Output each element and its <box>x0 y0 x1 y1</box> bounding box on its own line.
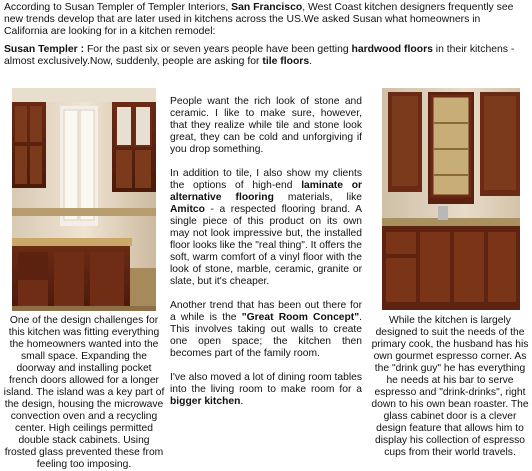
caption-right: While the kitchen is largely designed to suit the needs of the primary cook, the husband has his own gourmet espresso corner. As the "drink guy" he has everything he needs at his bar to serve espresso and "drink-drinks", right down to his own bean roaster. The glass cabinet door is a clever design feature that allows him to display his collection of espresso cups from their world travels. <box>371 315 529 458</box>
kitchen-island-image <box>12 88 156 311</box>
quote-bold-tile: tile floors <box>262 56 310 67</box>
kitchen-photo-right <box>382 88 520 310</box>
body-paragraph-3 <box>170 300 362 360</box>
bold-laminate: laminate or alternative flooring <box>170 180 363 203</box>
body-text: - a respected flooring brand. A single piece of this product on its own may not look impressive but, the installed floor looks like the "real thing". It offers the soft, warm comfort of a vinyl floor with the look of stone, marble, ceramic, granite or slate, but it's cheaper. <box>170 204 362 287</box>
quote-text: For the past six or seven years people have been getting <box>84 44 352 55</box>
caption-left: One of the design challenges for this kitchen was fitting everything the homeowners wanted into the small space. Expanding the doorway and installing pocket french doors allowed for a longer island. The island was a key part of the design, housing the microwave convection oven and a recycling center. High ceilings permitted double stack cabinets. Using frosted glass prevented these from feeling too imposing. <box>3 315 165 470</box>
body-text: . This involves taking out walls to create one open space; the kitchen then becomes part of the family room. <box>170 312 362 359</box>
bold-bigger-kitchen: bigger kitchen <box>170 396 241 407</box>
espresso-corner-image <box>382 88 520 310</box>
quote-speaker: Susan Templer : <box>4 44 85 55</box>
body-paragraph-1: People want the rich look of stone and ceramic. I like to make sure, however, that they realize while tile and stone look great, they can be cold and unforgiving if you drop something. <box>170 96 362 155</box>
quote-paragraph <box>4 44 526 68</box>
body-text: . <box>240 396 244 407</box>
quote-text-3: . <box>309 56 313 67</box>
body-paragraph-2 <box>170 168 362 288</box>
intro-paragraph <box>4 2 526 38</box>
body-paragraph-4 <box>170 372 362 408</box>
body-text: materials, like <box>273 192 362 203</box>
body-text: Another trend that has been out there for a while is the <box>170 300 362 323</box>
bold-great-room: "Great Room Concept" <box>241 312 360 323</box>
intro-bold-location: San Francisco <box>231 2 303 13</box>
body-text: In addition to tile, I also show my clients the options of high-end <box>170 168 362 191</box>
intro-text-rest: , West Coast kitchen designers frequently see new trends develop that are later used in kitchens across the US.We asked Susan what homeowners in California are looking for in a kitchen remodel: <box>4 2 514 37</box>
kitchen-photo-left <box>12 88 156 311</box>
intro-text: According to Susan Templer of Templer Interiors, <box>4 2 232 13</box>
body-text: I've also moved a lot of dining room tables into the living room to make room for a <box>170 372 362 395</box>
quote-text-2: in their kitchens - almost exclusively.Now, suddenly, people are asking for <box>4 44 515 67</box>
quote-bold-hardwood: hardwood floors <box>351 44 433 55</box>
bold-amitco: Amitco <box>170 204 205 215</box>
article-body <box>170 96 362 408</box>
